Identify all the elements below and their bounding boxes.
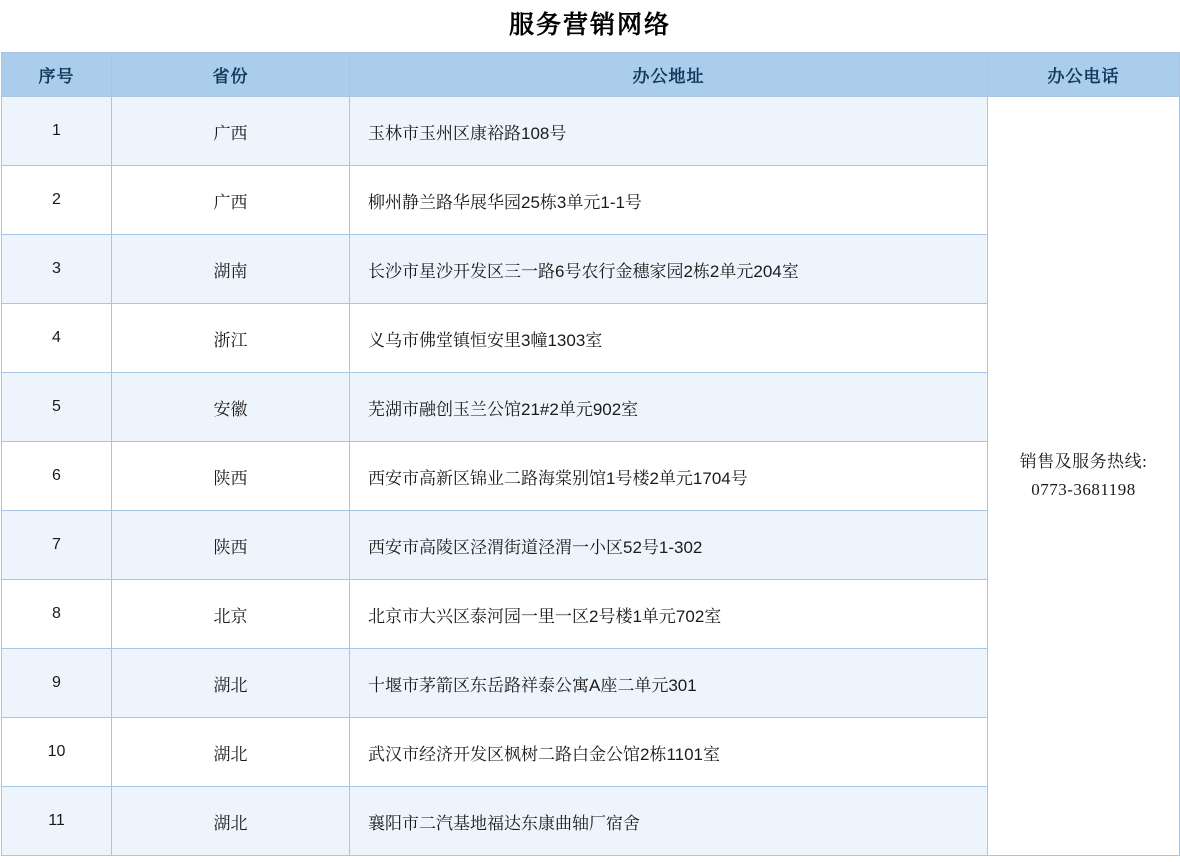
- cell-address: 西安市高陵区泾渭街道泾渭一小区52号1-302: [350, 511, 988, 580]
- table-body: [2, 97, 1180, 856]
- cell-province: 湖南: [112, 235, 350, 304]
- column-header-province: 省份: [112, 53, 350, 97]
- cell-index: 11: [2, 787, 112, 856]
- cell-address: 北京市大兴区泰河园一里一区2号楼1单元702室: [350, 580, 988, 649]
- phone-label: 销售及服务热线:: [1019, 452, 1148, 471]
- cell-index: 6: [2, 442, 112, 511]
- cell-index: 1: [2, 97, 112, 166]
- cell-address: 西安市高新区锦业二路海棠别馆1号楼2单元1704号: [350, 442, 988, 511]
- cell-province: 广西: [112, 97, 350, 166]
- column-header-address: 办公地址: [350, 53, 988, 97]
- cell-index: 3: [2, 235, 112, 304]
- cell-address: 柳州静兰路华展华园25栋3单元1-1号: [350, 166, 988, 235]
- cell-address: 长沙市星沙开发区三一路6号农行金穗家园2栋2单元204室: [350, 235, 988, 304]
- cell-index: 8: [2, 580, 112, 649]
- cell-index: 5: [2, 373, 112, 442]
- cell-province: 湖北: [112, 718, 350, 787]
- cell-province: 湖北: [112, 787, 350, 856]
- table-header-row: [2, 53, 1180, 97]
- service-network-table: [1, 52, 1180, 856]
- table-header: [2, 53, 1180, 97]
- cell-address: 义乌市佛堂镇恒安里3幢1303室: [350, 304, 988, 373]
- cell-index: 2: [2, 166, 112, 235]
- cell-province: 陕西: [112, 511, 350, 580]
- column-header-phone: 办公电话: [988, 53, 1180, 97]
- cell-province: 湖北: [112, 649, 350, 718]
- cell-address: 芜湖市融创玉兰公馆21#2单元902室: [350, 373, 988, 442]
- cell-province: 北京: [112, 580, 350, 649]
- cell-address: 武汉市经济开发区枫树二路白金公馆2栋1101室: [350, 718, 988, 787]
- cell-index: 9: [2, 649, 112, 718]
- column-header-index: 序号: [2, 53, 112, 97]
- cell-province: 安徽: [112, 373, 350, 442]
- cell-index: 10: [2, 718, 112, 787]
- cell-address: 十堰市茅箭区东岳路祥泰公寓A座二单元301: [350, 649, 988, 718]
- table-row: [2, 97, 1180, 166]
- cell-address: 玉林市玉州区康裕路108号: [350, 97, 988, 166]
- cell-province: 浙江: [112, 304, 350, 373]
- cell-province: 陕西: [112, 442, 350, 511]
- page-title: 服务营销网络: [508, 12, 671, 39]
- cell-address: 襄阳市二汽基地福达东康曲轴厂宿舍: [350, 787, 988, 856]
- cell-index: 4: [2, 304, 112, 373]
- cell-index: 7: [2, 511, 112, 580]
- cell-phone: [988, 97, 1180, 856]
- phone-number: 0773-3681198: [1031, 480, 1136, 499]
- cell-province: 广西: [112, 166, 350, 235]
